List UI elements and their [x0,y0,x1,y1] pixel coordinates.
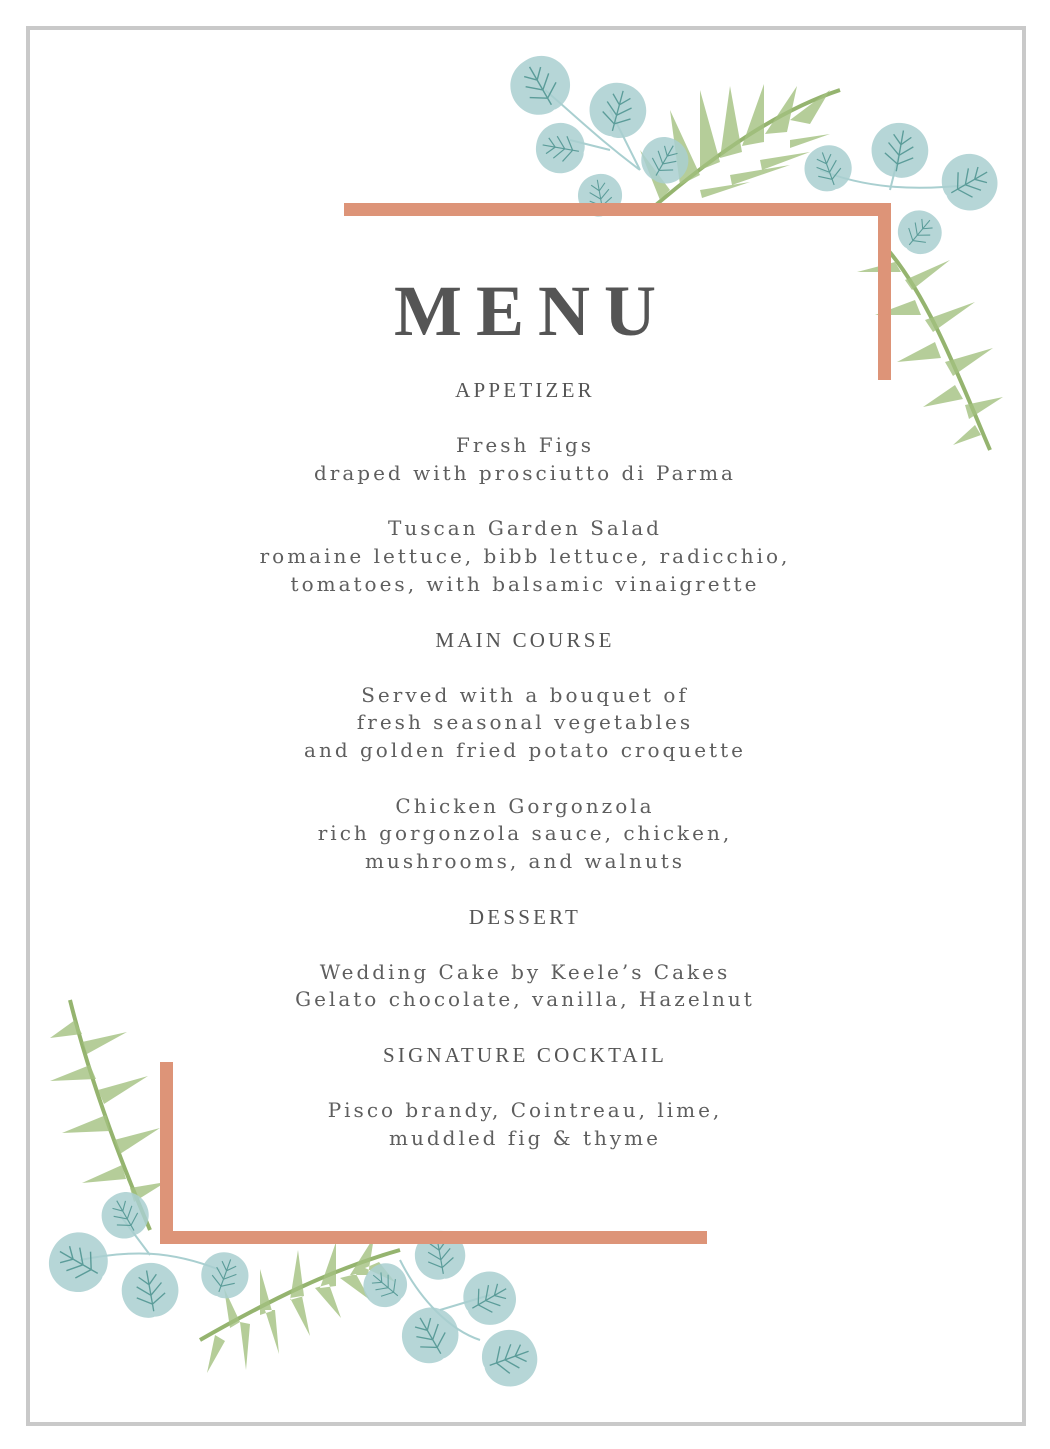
menu-item [175,959,875,1014]
menu-sections [175,376,875,1153]
menu-item-description: draped with prosciutto di Parma [314,460,736,485]
menu-section [175,626,875,876]
menu-item-description: Gelato chocolate, vanilla, Hazelnut [295,987,755,1012]
menu-item-description: fresh seasonal vegetables [356,710,694,735]
menu-section [175,1041,875,1152]
menu-item-description: mushrooms, and walnuts [364,849,686,874]
section-heading: APPETIZER [455,378,595,402]
menu-item [175,432,875,487]
right-frame-bar [878,203,891,380]
menu-item-description: rich gorgonzola sauce, chicken, [317,821,733,846]
menu-section [175,903,875,1014]
bottom-frame-bar [160,1231,707,1244]
menu-item-name: Wedding Cake by Keele’s Cakes [319,959,731,984]
menu-item [175,515,875,598]
menu-item [175,682,875,765]
menu-item-name: Tuscan Garden Salad [388,516,662,541]
menu-item-name: Pisco brandy, Cointreau, lime, [327,1098,723,1123]
menu-item-name: Chicken Gorgonzola [395,793,655,818]
menu-item-description: muddled fig & thyme [389,1125,661,1150]
menu-item-description: tomatoes, with balsamic vinaigrette [290,571,760,596]
menu-item [175,1097,875,1152]
section-heading: MAIN COURSE [435,627,615,652]
menu-item-description: romaine lettuce, bibb lettuce, radicchio, [259,544,791,569]
menu-item [175,793,875,876]
menu-title: MENU [394,271,670,351]
section-heading: SIGNATURE COCKTAIL [383,1043,667,1068]
menu-section [175,376,875,599]
section-heading: DESSERT [468,904,582,929]
menu-item-name: Fresh Figs [455,433,595,457]
menu-item-name: Served with a bouquet of [361,682,689,707]
menu-item-description: and golden fried potato croquette [304,737,746,762]
top-frame-bar [344,203,891,216]
menu-content [175,272,875,1153]
left-frame-bar [160,1062,173,1244]
